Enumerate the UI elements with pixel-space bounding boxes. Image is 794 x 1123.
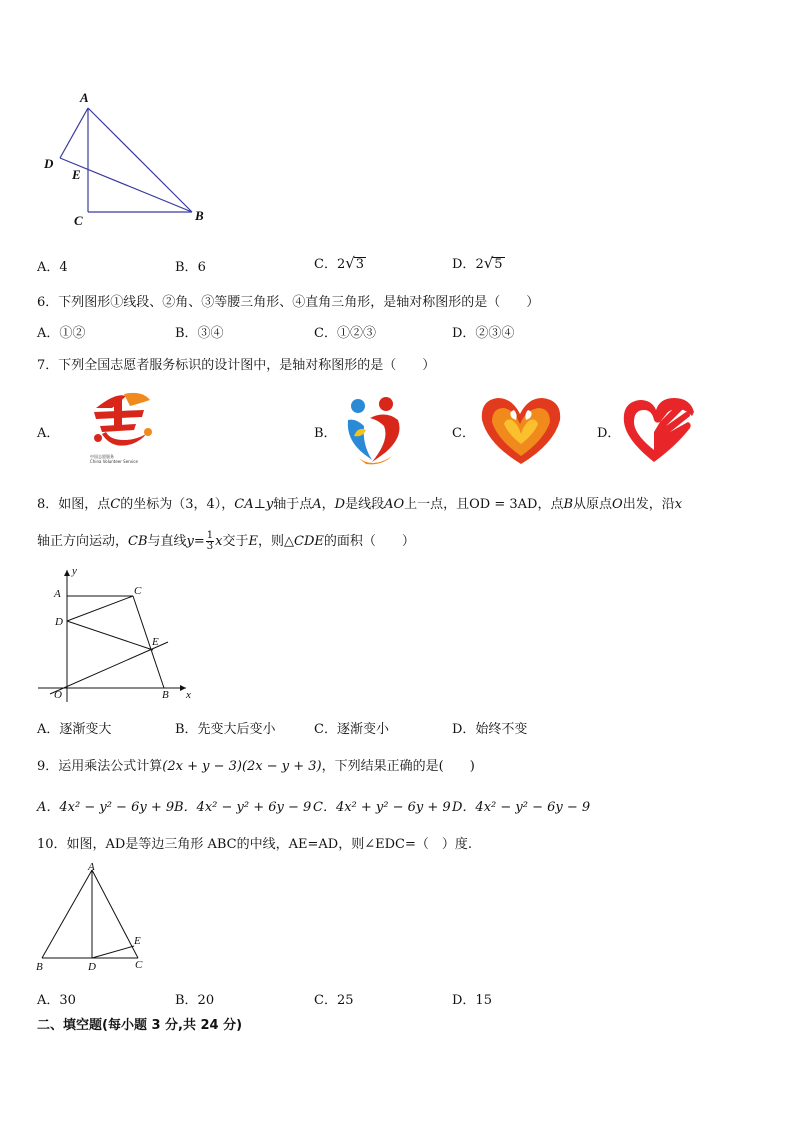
q8-label-c: C [134, 585, 142, 597]
q8-label-b: B [162, 689, 169, 701]
q9-option-a[interactable]: A．4x² − y² − 6y + 9 [37, 800, 175, 815]
q5-option-c[interactable]: C．2√3 [314, 254, 365, 272]
q10-label-d: D [88, 961, 96, 973]
volunteer-logo-d-icon [620, 394, 698, 466]
q10-option-a[interactable]: A．30 [37, 993, 76, 1008]
q7-option-a[interactable]: A． [37, 426, 60, 441]
q7-option-c[interactable]: C． [452, 426, 475, 441]
q5-label-c: C [74, 213, 83, 228]
logo-a-caption: 中国志愿服务 [90, 454, 114, 459]
q5-figure [38, 84, 218, 234]
volunteer-logo-b-icon [342, 396, 408, 468]
q8-stem-line2: 轴正方向运动，CB与直线y= $\frac{1}{3}$ x交于E，则△CDE的面积（ ） [37, 530, 415, 552]
q5-option-b[interactable]: B．6 [175, 260, 206, 275]
zhi-logo-icon [86, 390, 156, 450]
q9-stem: 9．运用乘法公式计算(2x + y − 3)(2x − y + 3)，下列结果正确的是( ) [37, 759, 475, 774]
q5-label-d: D [44, 156, 54, 171]
q8-label-x: x [186, 689, 191, 701]
q9-option-d[interactable]: D．4x² − y² − 6y − 9 [452, 800, 591, 815]
q8-label-y: y [72, 565, 77, 577]
q7-stem: 7．下列全国志愿者服务标识的设计图中，是轴对称图形的是（ ） [37, 358, 436, 373]
q5-option-d[interactable]: D．2√5 [452, 254, 503, 272]
q6-option-a[interactable]: A．①② [37, 326, 86, 341]
q8-label-o: O [54, 689, 62, 701]
q10-option-b[interactable]: B．20 [175, 993, 215, 1008]
q8-option-c[interactable]: C．逐渐变小 [314, 722, 389, 737]
q5-label-e: E [72, 167, 81, 182]
q8-label-d: D [55, 616, 63, 628]
q6-stem: 6．下列图形①线段、②角、③等腰三角形、④直角三角形，是轴对称图形的是（ ） [37, 295, 540, 310]
q8-option-b[interactable]: B．先变大后变小 [175, 722, 276, 737]
q6-option-b[interactable]: B．③④ [175, 326, 224, 341]
q10-option-d[interactable]: D．15 [452, 993, 492, 1008]
q7-option-d[interactable]: D． [597, 426, 621, 441]
volunteer-logo-a [86, 390, 156, 468]
q10-label-a: A [88, 862, 95, 873]
q5-label-a: A [80, 90, 89, 105]
q9-option-c[interactable]: C．4x² + y² − 6y + 9 [313, 800, 451, 815]
section-heading-fill-in: 二、填空题(每小题 3 分,共 24 分) [37, 1018, 243, 1033]
q10-label-c: C [135, 959, 143, 971]
q10-figure [34, 862, 154, 974]
q5-label-b: B [195, 208, 204, 223]
q8-stem-line1: 8．如图，点C的坐标为（3，4），CA⊥y轴于点A，D是线段AO上一点，且OD = 3AD，点B从原点O出发，沿x [37, 497, 683, 512]
q8-option-a[interactable]: A．逐渐变大 [37, 722, 112, 737]
q8-label-e: E [152, 636, 159, 648]
q10-option-c[interactable]: C．25 [314, 993, 354, 1008]
q8-label-a: A [54, 588, 61, 600]
q10-label-e: E [134, 935, 141, 947]
logo-a-caption-en: China Volunteer Service [90, 459, 138, 464]
q7-option-b[interactable]: B． [314, 426, 337, 441]
q6-option-c[interactable]: C．①②③ [314, 326, 376, 341]
volunteer-logo-c-icon [478, 394, 564, 466]
q10-stem: 10．如图，AD是等边三角形 ABC的中线，AE=AD，则∠EDC=（ ）度. [37, 837, 472, 852]
q9-option-b[interactable]: B．4x² − y² + 6y − 9 [174, 800, 312, 815]
q8-option-d[interactable]: D．始终不变 [452, 722, 528, 737]
q8-figure [36, 564, 206, 704]
q10-label-b: B [36, 961, 43, 973]
q5-option-a[interactable]: A．4 [37, 260, 68, 275]
q6-option-d[interactable]: D．②③④ [452, 326, 515, 341]
